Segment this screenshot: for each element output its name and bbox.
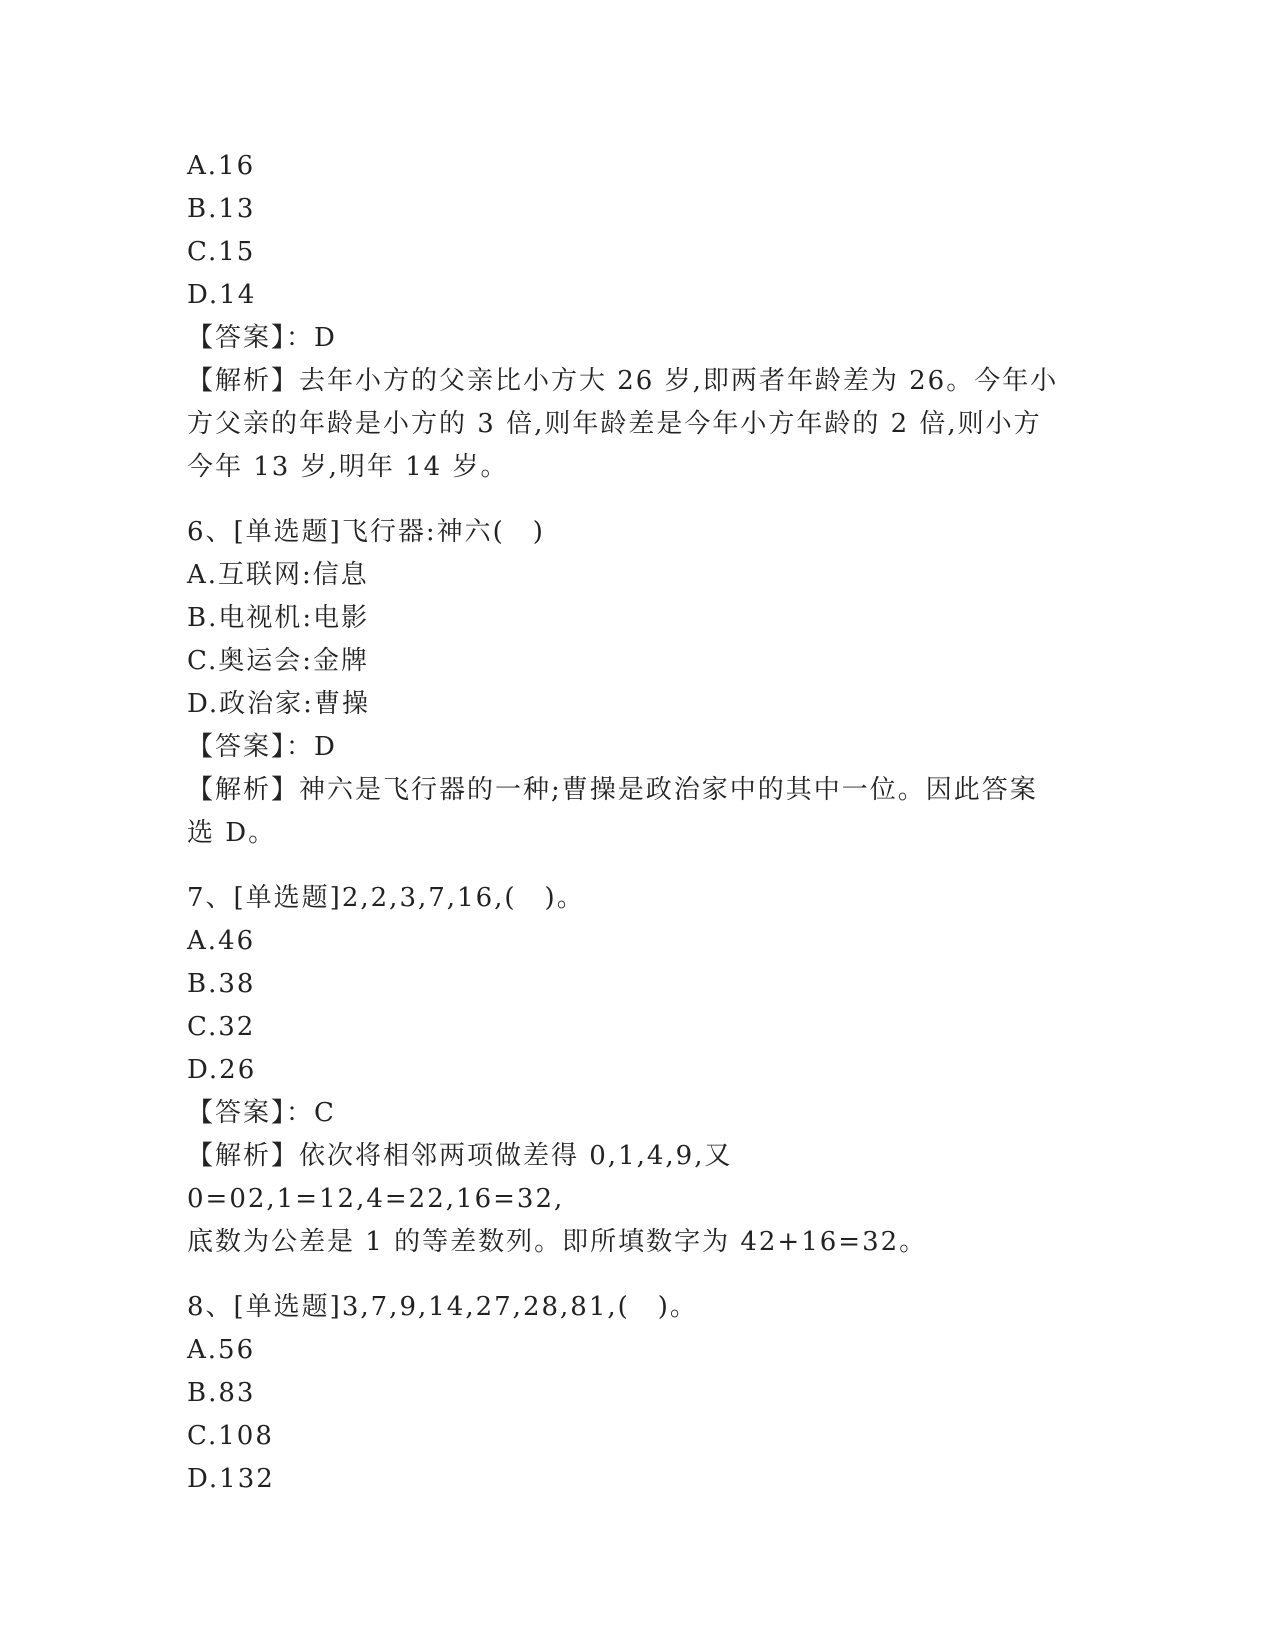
option-c: C.奥运会:金牌	[187, 646, 369, 676]
question-title: 6、[单选题]飞行器:神六( )	[187, 517, 545, 547]
option-a: A.46	[187, 926, 256, 956]
option-a: A.互联网:信息	[187, 560, 369, 590]
question-5	[187, 145, 1087, 489]
question-title: 8、[单选题]3,7,9,14,27,28,81,( )。	[187, 1292, 698, 1322]
question-8	[187, 1286, 1087, 1501]
answer-line: 【答案】：C	[187, 1098, 336, 1128]
question-title: 7、[单选题]2,2,3,7,16,( )。	[187, 883, 585, 913]
analysis-paragraph: 【解析】神六是飞行器的一种;曹操是政治家中的其中一位。因此答案 选 D。	[187, 775, 1038, 848]
option-d: D.132	[187, 1464, 275, 1494]
option-a: A.16	[187, 151, 256, 181]
option-b: B.电视机:电影	[187, 603, 370, 633]
option-b: B.38	[187, 969, 256, 999]
analysis-paragraph: 【解析】去年小方的父亲比小方大 26 岁,即两者年龄差为 26。今年小 方父亲的年龄是小方的 3 倍,则年龄差是今年小方年龄的 2 倍,则小方 今年 13 岁,明年 14 岁。	[187, 366, 1059, 482]
option-b: B.13	[187, 194, 256, 224]
answer-line: 【答案】：D	[187, 323, 337, 353]
option-d: D.14	[187, 280, 257, 310]
option-c: C.32	[187, 1012, 256, 1042]
option-c: C.15	[187, 237, 256, 267]
option-b: B.83	[187, 1378, 256, 1408]
option-c: C.108	[187, 1421, 274, 1451]
option-d: D.政治家:曹操	[187, 689, 370, 719]
option-a: A.56	[187, 1335, 256, 1365]
answer-line: 【答案】：D	[187, 732, 337, 762]
document-page	[187, 145, 1087, 1501]
question-6	[187, 511, 1087, 855]
option-d: D.26	[187, 1055, 257, 1085]
question-7	[187, 877, 1087, 1264]
analysis-paragraph: 【解析】依次将相邻两项做差得 0,1,4,9,又 0=02,1=12,4=22,16=32, 底数为公差是 1 的等差数列。即所填数字为 42+16=32。	[187, 1141, 928, 1257]
